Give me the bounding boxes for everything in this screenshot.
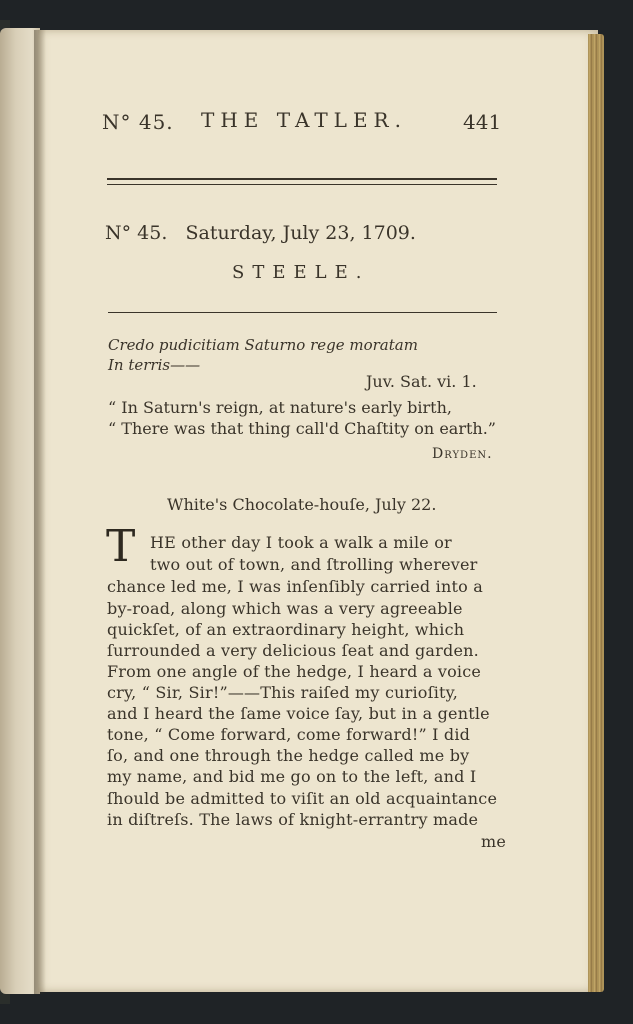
issue-line: N° 45. Saturday, July 23, 1709.	[105, 222, 416, 244]
body-line: HE other day I took a walk a mile or	[150, 533, 452, 552]
header-rule-thick	[107, 178, 497, 180]
translation-line-1: “ In Saturn's reign, at nature's early birth,	[108, 398, 452, 417]
drop-cap: T	[106, 521, 136, 572]
spine-shadow	[34, 30, 46, 994]
page-number: 441	[463, 110, 502, 134]
body-line: From one angle of the hedge, I heard a voice	[107, 662, 482, 681]
body-line: chance led me, I was inſenſibly carried into a	[107, 577, 483, 596]
body-line: quickſet, of an extraordinary height, which	[107, 620, 465, 639]
epigraph-line-1: Credo pudicitiam Saturno rege moratam	[108, 336, 418, 354]
body-line: ſurrounded a very delicious ſeat and garden.	[107, 641, 479, 660]
section-heading: White's Chocolate-houſe, July 22.	[167, 495, 437, 514]
header-rule-thin	[107, 184, 497, 185]
body-line: ſhould be admitted to viſit an old acquaintance	[107, 789, 498, 808]
body-line: by-road, along which was a very agreeable	[107, 599, 463, 618]
translation-source: Dryden.	[432, 446, 493, 462]
body-line: my name, and bid me go on to the left, and I	[107, 767, 477, 786]
body-line: two out of town, and ſtrolling wherever	[150, 555, 478, 574]
page-edges	[588, 34, 604, 992]
body-line: in diſtreſs. The laws of knight-errantry made	[107, 810, 479, 829]
running-header-number: N° 45.	[102, 110, 174, 134]
epigraph-source: Juv. Sat. vi. 1.	[366, 372, 477, 391]
body-line: and I heard the ſame voice ſay, but in a gentle	[107, 704, 490, 723]
body-line: ſo, and one through the hedge called me by	[107, 746, 470, 765]
body-line: tone, “ Come forward, come forward!” I did	[107, 725, 471, 744]
catchword: me	[481, 832, 507, 851]
author-name: STEELE.	[232, 262, 370, 283]
section-rule	[108, 312, 497, 313]
running-header-title: THE TATLER.	[201, 108, 407, 132]
body-line: cry, “ Sir, Sir!”——This raiſed my curioſity,	[107, 683, 459, 702]
epigraph-line-2: In terris——	[108, 356, 201, 374]
translation-line-2: “ There was that thing call'd Chaſtity on earth.”	[108, 419, 496, 438]
